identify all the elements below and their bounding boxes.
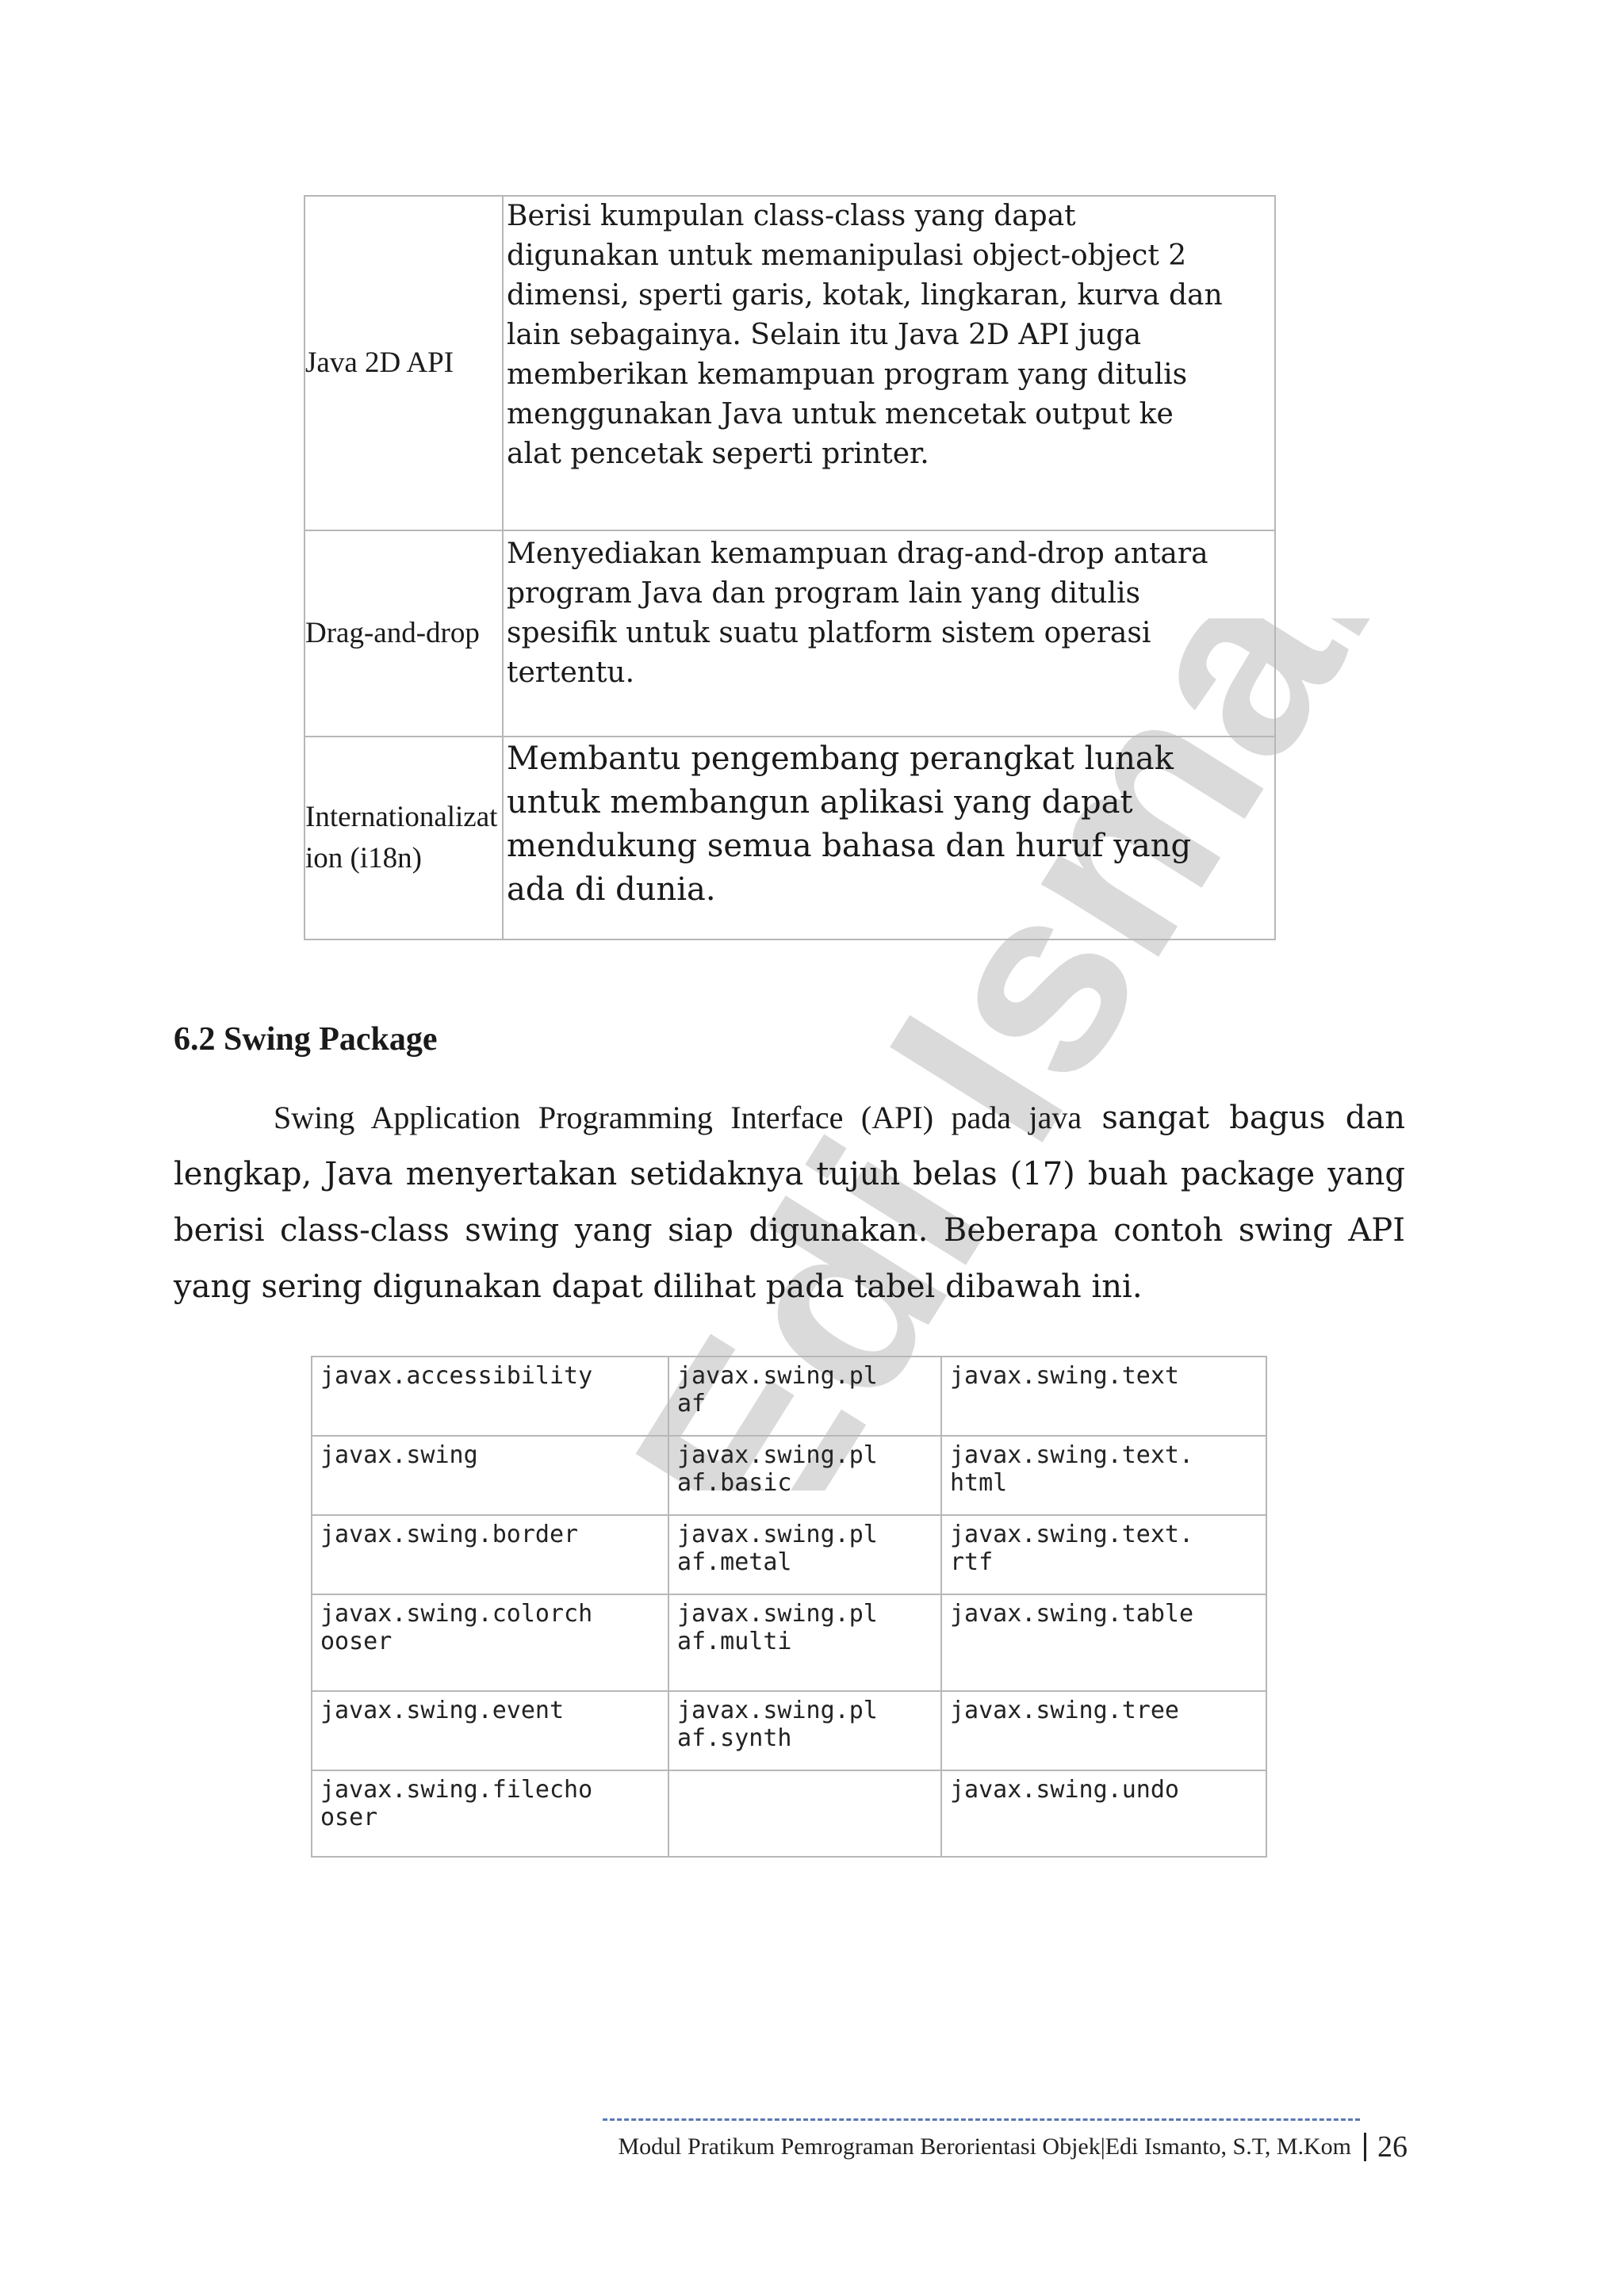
api-row-dnd: [304, 530, 1275, 737]
table-cell: javax.swing.event: [312, 1691, 668, 1770]
watermark-text: Edi Ismanto: [577, 618, 1380, 1490]
section-paragraph: [174, 1089, 1405, 1315]
desc-line: memberikan kemampuan program yang ditulis: [507, 358, 1188, 391]
table-cell: javax.accessibility: [312, 1357, 668, 1436]
table-cell: javax.swing.pl af.metal: [668, 1515, 941, 1594]
desc-line: tertentu.: [507, 656, 635, 689]
package-table: [311, 1356, 1267, 1858]
api-row-java2d: [304, 196, 1275, 530]
desc-line: alat pencetak seperti printer.: [507, 438, 929, 470]
desc-line: lain sebagainya. Selain itu Java 2D API juga: [507, 319, 1142, 351]
table-cell: javax.swing.filecho oser: [312, 1770, 668, 1857]
footer-separator: [1364, 2133, 1366, 2161]
table-row: [312, 1691, 1266, 1770]
api-row-i18n: [304, 737, 1275, 939]
table-cell: javax.swing.undo: [941, 1770, 1266, 1857]
table-row: [312, 1436, 1266, 1515]
table-row: [312, 1515, 1266, 1594]
api-table: [304, 195, 1276, 940]
desc-line: spesifik untuk suatu platform sistem operasi: [507, 617, 1151, 649]
table-cell: javax.swing: [312, 1436, 668, 1515]
table-row: [312, 1357, 1266, 1436]
table-cell: javax.swing.pl af.multi: [668, 1594, 941, 1691]
table-cell: javax.swing.text. rtf: [941, 1515, 1266, 1594]
table-cell: javax.swing.pl af: [668, 1357, 941, 1436]
paragraph-rest: sangat bagus dan lengkap, Java menyertakan setidaknya tujuh belas (17) buah package yang berisi class-class swing yang siap digunakan. Beberapa contoh swing API yang sering digunakan dapat dilihat pada tabel dibawah ini.: [174, 1100, 1405, 1305]
api-term-i18n: Internationalization (i18n): [304, 737, 503, 939]
desc-line: ada di dunia.: [507, 871, 716, 908]
desc-line: untuk membangun aplikasi yang dapat: [507, 784, 1133, 821]
paragraph-lead: Swing Application Programming Interface (API) pada java: [274, 1100, 1082, 1135]
footer-divider: [603, 2118, 1360, 2121]
table-cell: javax.swing.table: [941, 1594, 1266, 1691]
api-desc-i18n: [503, 737, 1275, 939]
api-term-java2d: Java 2D API: [304, 196, 503, 530]
page-footer: [619, 2130, 1408, 2164]
desc-line: Membantu pengembang perangkat lunak: [507, 740, 1174, 777]
desc-line: Berisi kumpulan class-class yang dapat: [507, 200, 1076, 232]
table-cell: javax.swing.text: [941, 1357, 1266, 1436]
table-cell: javax.swing.pl af.basic: [668, 1436, 941, 1515]
api-term-dnd: Drag-and-drop: [304, 530, 503, 737]
table-cell: javax.swing.text. html: [941, 1436, 1266, 1515]
table-cell: javax.swing.pl af.synth: [668, 1691, 941, 1770]
table-cell: [668, 1770, 941, 1857]
desc-line: digunakan untuk memanipulasi object-object 2: [507, 239, 1187, 272]
table-cell: javax.swing.tree: [941, 1691, 1266, 1770]
desc-line: program Java dan program lain yang ditulis: [507, 577, 1141, 610]
api-desc-java2d: [503, 196, 1275, 530]
footer-text: Modul Pratikum Pemrograman Berorientasi Objek|Edi Ismanto, S.T, M.Kom: [618, 2133, 1351, 2160]
table-row: [312, 1594, 1266, 1691]
desc-line: mendukung semua bahasa dan huruf yang: [507, 828, 1192, 864]
api-desc-dnd: [503, 530, 1275, 737]
page-number: 26: [1377, 2130, 1408, 2164]
table-cell: javax.swing.colorch ooser: [312, 1594, 668, 1691]
desc-line: menggunakan Java untuk mencetak output ke: [507, 398, 1174, 430]
table-row: [312, 1770, 1266, 1857]
table-cell: javax.swing.border: [312, 1515, 668, 1594]
section-title: 6.2 Swing Package: [174, 1021, 438, 1058]
desc-line: dimensi, sperti garis, kotak, lingkaran, kurva dan: [507, 279, 1223, 312]
desc-line: Menyediakan kemampuan drag-and-drop antara: [507, 538, 1208, 570]
